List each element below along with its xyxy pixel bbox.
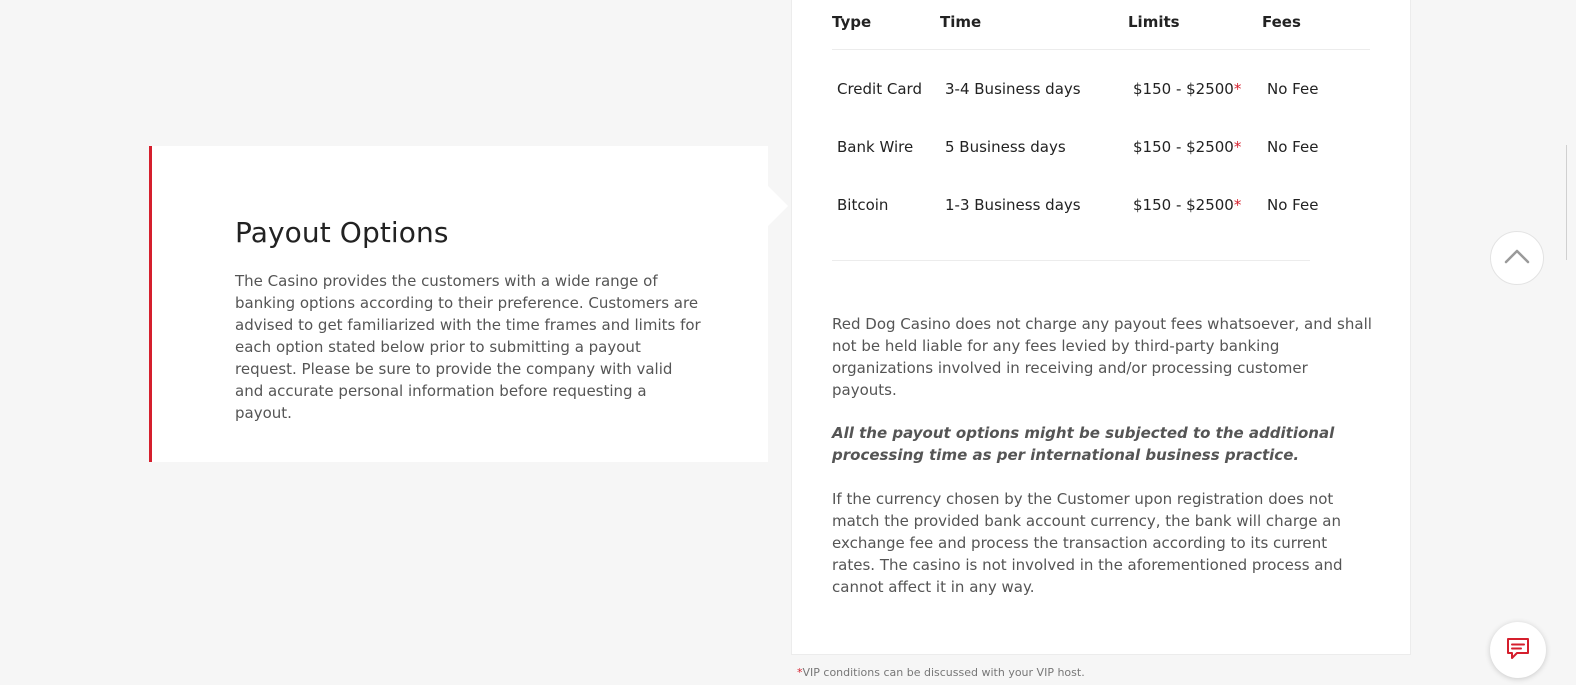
table-row bbox=[832, 138, 1352, 162]
payout-table-header bbox=[832, 0, 1370, 50]
cell-fees: No Fee bbox=[1267, 196, 1319, 214]
cell-type: Bank Wire bbox=[837, 138, 914, 156]
currency-notice: If the currency chosen by the Customer upon registration does not match the provided bank account currency, the bank will charge an exchange fee and process the transaction according to its current rates. The casino is not involved in the aforementioned process and cannot affect it in any way. bbox=[832, 490, 1343, 596]
cell-fees: No Fee bbox=[1267, 80, 1319, 98]
section-title: Payout Options bbox=[235, 216, 449, 249]
table-row bbox=[832, 80, 1352, 104]
cell-type: Bitcoin bbox=[837, 196, 889, 214]
cell-limits: $150 - $2500* bbox=[1133, 196, 1242, 214]
asterisk-mark: * bbox=[1233, 138, 1242, 156]
live-chat-button[interactable] bbox=[1490, 622, 1546, 678]
chevron-up-icon bbox=[1504, 248, 1530, 268]
divider bbox=[832, 260, 1310, 261]
payout-options-card bbox=[149, 146, 768, 462]
chat-bubble-icon bbox=[1504, 634, 1532, 666]
cell-fees: No Fee bbox=[1267, 138, 1319, 156]
header-fees: Fees bbox=[1262, 13, 1301, 31]
cell-time: 1-3 Business days bbox=[945, 196, 1081, 214]
asterisk-mark: * bbox=[1233, 80, 1242, 98]
header-limits: Limits bbox=[1128, 13, 1180, 31]
section-description: The Casino provides the customers with a wide range of banking options according to their preference. Customers are advised to get familiarized with the time frames and limits for each option stated below prior to submitting a payout request. Please be sure to provide the company with valid and accurate personal information before requesting a payout. bbox=[235, 272, 701, 422]
vip-footnote bbox=[797, 666, 1085, 679]
header-type: Type bbox=[832, 13, 872, 31]
asterisk-mark: * bbox=[797, 666, 803, 679]
cell-type: Credit Card bbox=[837, 80, 922, 98]
scrollbar-edge bbox=[1566, 145, 1567, 260]
card-pointer-arrow bbox=[768, 186, 788, 226]
table-row bbox=[832, 196, 1352, 220]
cell-time: 3-4 Business days bbox=[945, 80, 1081, 98]
processing-notice: All the payout options might be subjected to the additional processing time as per international business practice. bbox=[832, 424, 1335, 464]
vip-footnote-text: VIP conditions can be discussed with your VIP host. bbox=[802, 666, 1085, 679]
cell-time: 5 Business days bbox=[945, 138, 1066, 156]
cell-limits: $150 - $2500* bbox=[1133, 138, 1242, 156]
fees-notice: Red Dog Casino does not charge any payout fees whatsoever, and shall not be held liable for any fees levied by third-party banking organizations involved in receiving and/or processing customer payouts. bbox=[832, 315, 1372, 399]
payout-details-panel bbox=[791, 0, 1411, 655]
cell-limits: $150 - $2500* bbox=[1133, 80, 1242, 98]
scroll-to-top-button[interactable] bbox=[1490, 231, 1544, 285]
header-time: Time bbox=[940, 13, 982, 31]
asterisk-mark: * bbox=[1233, 196, 1242, 214]
